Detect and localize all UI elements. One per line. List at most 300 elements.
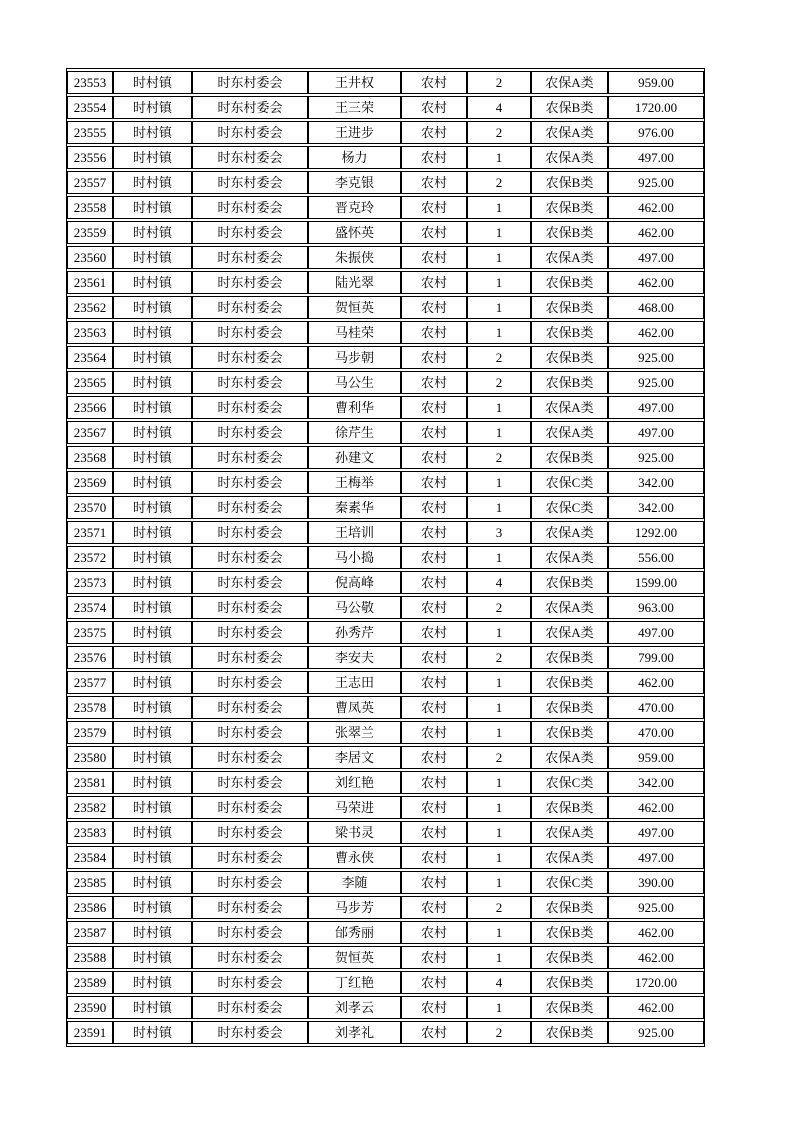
cell-village: 时东村委会 [192,396,308,419]
table-row [67,646,704,669]
cell-count: 2 [467,1021,531,1044]
table-row [67,196,704,219]
cell-id: 23584 [67,846,113,869]
cell-name: 马桂荣 [308,321,401,344]
cell-id: 23575 [67,621,113,644]
cell-count: 2 [467,371,531,394]
cell-amount: 462.00 [608,196,704,219]
cell-village: 时东村委会 [192,196,308,219]
cell-residence: 农村 [401,271,467,294]
cell-town: 时村镇 [113,296,192,319]
cell-id: 23586 [67,896,113,919]
cell-category: 农保B类 [531,996,608,1019]
cell-residence: 农村 [401,396,467,419]
cell-category: 农保A类 [531,596,608,619]
cell-count: 2 [467,171,531,194]
cell-residence: 农村 [401,571,467,594]
cell-amount: 497.00 [608,621,704,644]
cell-category: 农保B类 [531,571,608,594]
cell-id: 23574 [67,596,113,619]
cell-residence: 农村 [401,871,467,894]
cell-residence: 农村 [401,671,467,694]
cell-town: 时村镇 [113,396,192,419]
cell-town: 时村镇 [113,946,192,969]
cell-count: 2 [467,346,531,369]
cell-village: 时东村委会 [192,821,308,844]
cell-town: 时村镇 [113,571,192,594]
cell-category: 农保B类 [531,721,608,744]
cell-village: 时东村委会 [192,571,308,594]
cell-residence: 农村 [401,346,467,369]
table-row [67,446,704,469]
cell-name: 王培训 [308,521,401,544]
table-row [67,971,704,994]
cell-town: 时村镇 [113,871,192,894]
cell-amount: 342.00 [608,471,704,494]
cell-category: 农保B类 [531,446,608,469]
cell-village: 时东村委会 [192,371,308,394]
cell-category: 农保A类 [531,71,608,94]
cell-count: 2 [467,71,531,94]
cell-name: 朱振侠 [308,246,401,269]
cell-residence: 农村 [401,496,467,519]
cell-count: 1 [467,871,531,894]
cell-count: 1 [467,471,531,494]
cell-count: 2 [467,121,531,144]
cell-village: 时东村委会 [192,221,308,244]
table-row [67,696,704,719]
cell-residence: 农村 [401,1021,467,1044]
cell-amount: 1720.00 [608,971,704,994]
cell-name: 孙建文 [308,446,401,469]
cell-category: 农保A类 [531,146,608,169]
cell-town: 时村镇 [113,821,192,844]
cell-name: 李居文 [308,746,401,769]
cell-residence: 农村 [401,696,467,719]
cell-id: 23576 [67,646,113,669]
cell-category: 农保A类 [531,846,608,869]
cell-id: 23582 [67,796,113,819]
table-row [67,371,704,394]
table-row [67,496,704,519]
cell-count: 1 [467,771,531,794]
table-row [67,346,704,369]
cell-name: 马公敬 [308,596,401,619]
cell-town: 时村镇 [113,621,192,644]
cell-id: 23557 [67,171,113,194]
cell-amount: 497.00 [608,396,704,419]
cell-town: 时村镇 [113,896,192,919]
cell-id: 23577 [67,671,113,694]
cell-residence: 农村 [401,946,467,969]
cell-count: 2 [467,446,531,469]
cell-count: 1 [467,496,531,519]
cell-village: 时东村委会 [192,921,308,944]
cell-village: 时东村委会 [192,996,308,1019]
insurance-payment-table [66,68,705,1047]
table-row [67,1021,704,1044]
cell-category: 农保B类 [531,221,608,244]
cell-village: 时东村委会 [192,421,308,444]
cell-village: 时东村委会 [192,946,308,969]
table-row [67,396,704,419]
cell-amount: 462.00 [608,671,704,694]
cell-count: 1 [467,546,531,569]
cell-id: 23573 [67,571,113,594]
cell-amount: 1599.00 [608,571,704,594]
cell-residence: 农村 [401,96,467,119]
cell-village: 时东村委会 [192,846,308,869]
cell-residence: 农村 [401,971,467,994]
cell-count: 1 [467,721,531,744]
cell-name: 贺恒英 [308,296,401,319]
cell-category: 农保A类 [531,246,608,269]
cell-category: 农保B类 [531,696,608,719]
cell-category: 农保B类 [531,896,608,919]
cell-count: 1 [467,146,531,169]
table-row [67,421,704,444]
cell-count: 1 [467,821,531,844]
cell-town: 时村镇 [113,121,192,144]
cell-amount: 390.00 [608,871,704,894]
cell-count: 2 [467,646,531,669]
cell-name: 陆光翠 [308,271,401,294]
cell-count: 4 [467,571,531,594]
cell-id: 23564 [67,346,113,369]
cell-name: 王进步 [308,121,401,144]
cell-category: 农保B类 [531,271,608,294]
cell-village: 时东村委会 [192,796,308,819]
cell-id: 23583 [67,821,113,844]
cell-residence: 农村 [401,896,467,919]
cell-category: 农保B类 [531,796,608,819]
cell-category: 农保A类 [531,421,608,444]
cell-residence: 农村 [401,921,467,944]
cell-name: 王井权 [308,71,401,94]
cell-amount: 470.00 [608,721,704,744]
cell-town: 时村镇 [113,1021,192,1044]
cell-count: 1 [467,696,531,719]
cell-id: 23571 [67,521,113,544]
table-row [67,296,704,319]
cell-town: 时村镇 [113,96,192,119]
cell-name: 秦素华 [308,496,401,519]
cell-category: 农保A类 [531,821,608,844]
cell-name: 刘孝礼 [308,1021,401,1044]
cell-count: 1 [467,296,531,319]
cell-count: 2 [467,596,531,619]
cell-residence: 农村 [401,746,467,769]
cell-village: 时东村委会 [192,271,308,294]
cell-count: 1 [467,946,531,969]
cell-village: 时东村委会 [192,121,308,144]
cell-village: 时东村委会 [192,96,308,119]
cell-village: 时东村委会 [192,896,308,919]
cell-id: 23568 [67,446,113,469]
cell-town: 时村镇 [113,771,192,794]
cell-amount: 462.00 [608,796,704,819]
cell-name: 晋克玲 [308,196,401,219]
table-row [67,846,704,869]
cell-town: 时村镇 [113,796,192,819]
cell-name: 孙秀芹 [308,621,401,644]
cell-village: 时东村委会 [192,1021,308,1044]
cell-name: 张翠兰 [308,721,401,744]
cell-town: 时村镇 [113,146,192,169]
cell-name: 丁红艳 [308,971,401,994]
cell-town: 时村镇 [113,321,192,344]
cell-town: 时村镇 [113,546,192,569]
table-row [67,946,704,969]
cell-id: 23587 [67,921,113,944]
cell-category: 农保B类 [531,1021,608,1044]
cell-id: 23589 [67,971,113,994]
table-row [67,596,704,619]
cell-name: 盛怀英 [308,221,401,244]
cell-name: 梁书灵 [308,821,401,844]
cell-count: 1 [467,621,531,644]
cell-category: 农保B类 [531,671,608,694]
cell-village: 时东村委会 [192,346,308,369]
cell-category: 农保C类 [531,771,608,794]
cell-residence: 农村 [401,521,467,544]
cell-name: 杨力 [308,146,401,169]
cell-town: 时村镇 [113,721,192,744]
cell-residence: 农村 [401,621,467,644]
table-row [67,246,704,269]
table-row [67,121,704,144]
cell-village: 时东村委会 [192,471,308,494]
table-row [67,746,704,769]
cell-category: 农保B类 [531,346,608,369]
cell-residence: 农村 [401,796,467,819]
cell-category: 农保B类 [531,196,608,219]
cell-village: 时东村委会 [192,246,308,269]
cell-amount: 462.00 [608,221,704,244]
table-row [67,721,704,744]
cell-town: 时村镇 [113,471,192,494]
table-row [67,271,704,294]
cell-id: 23580 [67,746,113,769]
cell-village: 时东村委会 [192,496,308,519]
cell-amount: 1720.00 [608,96,704,119]
cell-residence: 农村 [401,221,467,244]
cell-residence: 农村 [401,546,467,569]
cell-name: 王三荣 [308,96,401,119]
cell-amount: 925.00 [608,346,704,369]
table-row [67,471,704,494]
cell-category: 农保A类 [531,746,608,769]
cell-id: 23556 [67,146,113,169]
cell-village: 时东村委会 [192,146,308,169]
table-row [67,171,704,194]
cell-count: 1 [467,396,531,419]
cell-category: 农保B类 [531,946,608,969]
cell-town: 时村镇 [113,71,192,94]
cell-name: 马荣进 [308,796,401,819]
cell-name: 刘红艳 [308,771,401,794]
cell-count: 4 [467,96,531,119]
cell-category: 农保A类 [531,621,608,644]
cell-residence: 农村 [401,446,467,469]
cell-name: 李随 [308,871,401,894]
cell-category: 农保B类 [531,646,608,669]
cell-amount: 462.00 [608,946,704,969]
cell-village: 时东村委会 [192,746,308,769]
cell-town: 时村镇 [113,696,192,719]
cell-town: 时村镇 [113,446,192,469]
cell-category: 农保C类 [531,471,608,494]
table-body [67,71,704,1044]
cell-amount: 462.00 [608,321,704,344]
cell-id: 23560 [67,246,113,269]
cell-category: 农保B类 [531,96,608,119]
cell-town: 时村镇 [113,196,192,219]
cell-village: 时东村委会 [192,321,308,344]
cell-id: 23554 [67,96,113,119]
cell-id: 23562 [67,296,113,319]
table-row [67,796,704,819]
cell-category: 农保B类 [531,921,608,944]
cell-amount: 925.00 [608,171,704,194]
cell-id: 23565 [67,371,113,394]
cell-id: 23555 [67,121,113,144]
cell-residence: 农村 [401,371,467,394]
cell-residence: 农村 [401,146,467,169]
cell-count: 1 [467,221,531,244]
cell-category: 农保C类 [531,871,608,894]
cell-town: 时村镇 [113,646,192,669]
cell-town: 时村镇 [113,371,192,394]
cell-town: 时村镇 [113,271,192,294]
cell-count: 1 [467,196,531,219]
cell-category: 农保A类 [531,546,608,569]
cell-residence: 农村 [401,121,467,144]
cell-village: 时东村委会 [192,721,308,744]
cell-town: 时村镇 [113,346,192,369]
cell-village: 时东村委会 [192,971,308,994]
table-row [67,321,704,344]
cell-name: 曹永侠 [308,846,401,869]
cell-count: 1 [467,921,531,944]
cell-residence: 农村 [401,721,467,744]
cell-name: 王梅举 [308,471,401,494]
table-row [67,671,704,694]
cell-amount: 462.00 [608,921,704,944]
cell-town: 时村镇 [113,496,192,519]
cell-id: 23553 [67,71,113,94]
cell-residence: 农村 [401,196,467,219]
cell-name: 马小捣 [308,546,401,569]
table-row [67,146,704,169]
cell-town: 时村镇 [113,846,192,869]
cell-residence: 农村 [401,996,467,1019]
cell-count: 1 [467,796,531,819]
cell-name: 马公生 [308,371,401,394]
cell-town: 时村镇 [113,421,192,444]
cell-count: 1 [467,321,531,344]
cell-name: 倪高峰 [308,571,401,594]
cell-count: 3 [467,521,531,544]
cell-category: 农保A类 [531,396,608,419]
cell-town: 时村镇 [113,996,192,1019]
cell-residence: 农村 [401,596,467,619]
cell-name: 曹凤英 [308,696,401,719]
cell-amount: 959.00 [608,71,704,94]
cell-name: 马步芳 [308,896,401,919]
cell-amount: 342.00 [608,496,704,519]
cell-id: 23558 [67,196,113,219]
table-row [67,871,704,894]
cell-amount: 497.00 [608,246,704,269]
cell-residence: 农村 [401,296,467,319]
cell-name: 马步朝 [308,346,401,369]
cell-village: 时东村委会 [192,596,308,619]
cell-amount: 497.00 [608,846,704,869]
cell-town: 时村镇 [113,746,192,769]
cell-id: 23561 [67,271,113,294]
cell-amount: 497.00 [608,421,704,444]
cell-amount: 925.00 [608,1021,704,1044]
cell-amount: 468.00 [608,296,704,319]
cell-amount: 925.00 [608,371,704,394]
cell-id: 23559 [67,221,113,244]
table-row [67,221,704,244]
cell-village: 时东村委会 [192,521,308,544]
cell-amount: 799.00 [608,646,704,669]
cell-village: 时东村委会 [192,646,308,669]
cell-id: 23563 [67,321,113,344]
cell-amount: 470.00 [608,696,704,719]
table-row [67,921,704,944]
cell-town: 时村镇 [113,596,192,619]
cell-amount: 497.00 [608,146,704,169]
cell-village: 时东村委会 [192,671,308,694]
cell-residence: 农村 [401,471,467,494]
cell-residence: 农村 [401,646,467,669]
cell-category: 农保B类 [531,971,608,994]
cell-name: 王志田 [308,671,401,694]
cell-count: 1 [467,671,531,694]
cell-town: 时村镇 [113,246,192,269]
table-row [67,96,704,119]
cell-amount: 342.00 [608,771,704,794]
cell-category: 农保B类 [531,171,608,194]
cell-town: 时村镇 [113,921,192,944]
cell-name: 李安夫 [308,646,401,669]
cell-id: 23588 [67,946,113,969]
cell-id: 23585 [67,871,113,894]
table-row [67,621,704,644]
table-row [67,771,704,794]
cell-id: 23569 [67,471,113,494]
cell-category: 农保B类 [531,371,608,394]
cell-town: 时村镇 [113,221,192,244]
cell-category: 农保A类 [531,521,608,544]
cell-village: 时东村委会 [192,446,308,469]
cell-id: 23566 [67,396,113,419]
table-row [67,71,704,94]
cell-residence: 农村 [401,821,467,844]
table-row [67,521,704,544]
cell-category: 农保C类 [531,496,608,519]
cell-village: 时东村委会 [192,546,308,569]
cell-count: 4 [467,971,531,994]
cell-category: 农保B类 [531,296,608,319]
cell-name: 邰秀丽 [308,921,401,944]
cell-village: 时东村委会 [192,871,308,894]
cell-amount: 963.00 [608,596,704,619]
